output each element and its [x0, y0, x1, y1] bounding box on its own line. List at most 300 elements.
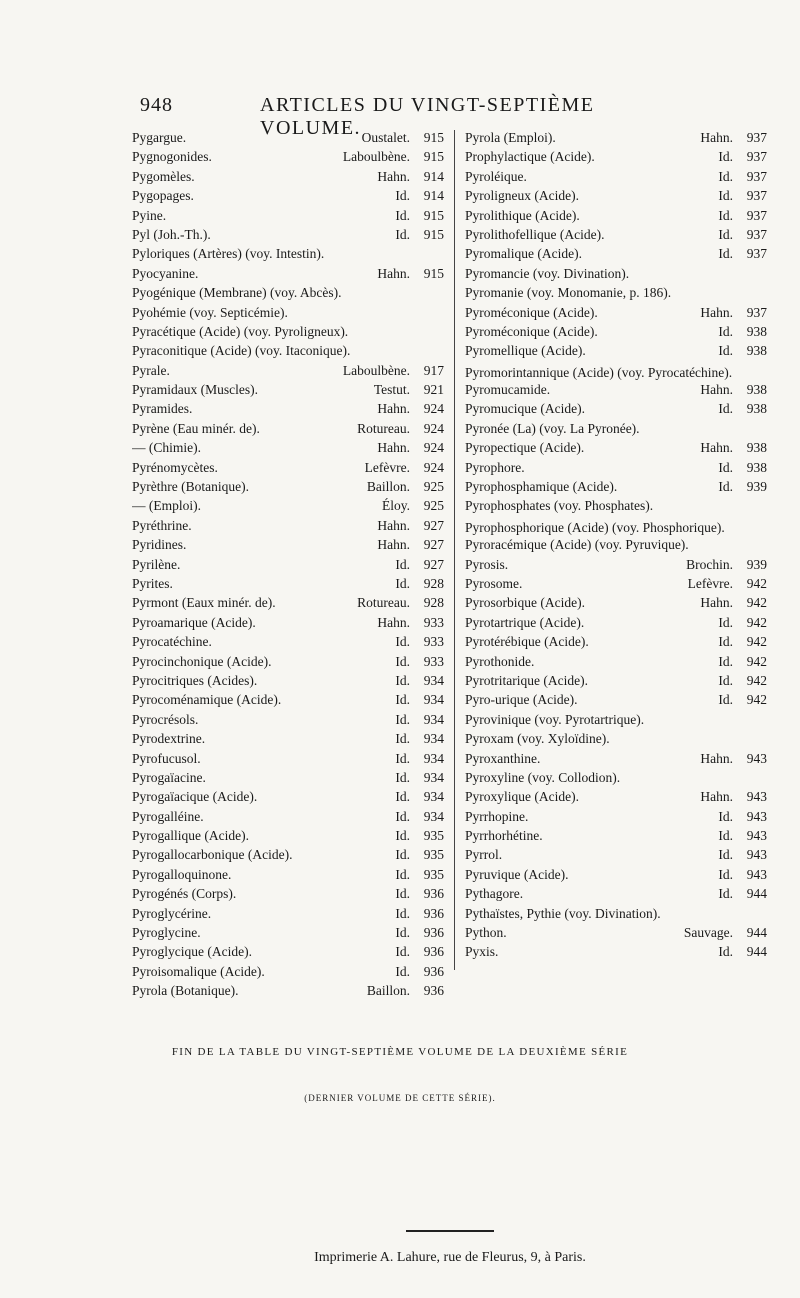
- entry-page-number: 938: [746, 323, 767, 339]
- entry-page-number: 942: [746, 692, 767, 708]
- index-entry: [132, 421, 444, 440]
- entry-title: Pyrofucusol.: [132, 750, 201, 766]
- entry-title: Pyrola (Emploi).: [465, 130, 556, 145]
- entry-page-number: 938: [746, 440, 767, 456]
- entry-author: Id.: [395, 692, 410, 708]
- entry-title: Pyrrhopine.: [465, 808, 529, 824]
- entry-page-number: 942: [746, 576, 767, 592]
- entry-author: Id.: [395, 207, 410, 223]
- entry-title: Pyronée (La) (voy. La Pyronée).: [465, 420, 640, 436]
- entry-page-number: 924: [423, 459, 444, 475]
- entry-author: Hahn.: [377, 517, 410, 533]
- end-of-table-line: FIN DE LA TABLE DU VINGT-SEPTIÈME VOLUME DE LA DEUXIÈME SÉRIE: [171, 1046, 629, 1058]
- entry-author: Id.: [395, 653, 410, 669]
- entry-page-number: 942: [746, 672, 767, 688]
- entry-page-number: 914: [423, 168, 444, 184]
- entry-title: Pyroglycine.: [132, 925, 201, 941]
- entry-author: Id.: [718, 692, 733, 708]
- index-entry: [132, 789, 444, 808]
- entry-title: Pyrogalloquinone.: [132, 866, 232, 882]
- entry-title: Pyroxanthine.: [465, 750, 541, 766]
- entry-page-number: 943: [746, 847, 767, 863]
- entry-author: Id.: [718, 808, 733, 824]
- entry-title: Pyromucique (Acide).: [465, 401, 585, 417]
- entry-title: Pyrale.: [132, 362, 170, 378]
- entry-page-number: 936: [423, 963, 444, 979]
- entry-title: Pyrilène.: [132, 556, 181, 572]
- index-entry: [132, 537, 444, 556]
- index-entry: [465, 886, 767, 905]
- entry-author: Baillon.: [366, 479, 410, 495]
- entry-author: Éloy.: [382, 498, 410, 514]
- entry-author: Laboulbène.: [342, 362, 410, 378]
- index-entry: [132, 208, 444, 227]
- entry-page-number: 936: [423, 944, 444, 960]
- index-entry: [465, 266, 767, 285]
- entry-author: Id.: [718, 226, 733, 242]
- entry-page-number: 943: [746, 750, 767, 766]
- entry-author: Id.: [395, 575, 410, 591]
- index-entry: [465, 324, 767, 343]
- entry-title: Pyromancie (voy. Divination).: [465, 265, 630, 281]
- index-entry: [132, 440, 444, 459]
- entry-page-number: 934: [423, 731, 444, 747]
- entry-author: Id.: [718, 828, 733, 844]
- entry-title: Pyrosis.: [465, 556, 509, 572]
- entry-title: Pyrovinique (voy. Pyrotartrique).: [465, 711, 645, 727]
- entry-author: Lefèvre.: [687, 576, 733, 592]
- entry-page-number: 942: [746, 634, 767, 650]
- index-entry: [132, 130, 444, 149]
- entry-author: Id.: [395, 556, 410, 572]
- entry-title: Pyrogaïacique (Acide).: [132, 789, 258, 805]
- index-entry: [132, 809, 444, 828]
- entry-page-number: 939: [746, 556, 767, 572]
- entry-page-number: 937: [746, 149, 767, 165]
- entry-author: Id.: [718, 323, 733, 339]
- entry-title: Pyropectique (Acide).: [465, 440, 585, 456]
- entry-title: Pyocyanine.: [132, 265, 199, 281]
- index-entry: [132, 886, 444, 905]
- entry-title: — (Emploi).: [132, 498, 201, 514]
- entry-author: Hahn.: [700, 440, 733, 456]
- entry-page-number: 925: [423, 498, 444, 514]
- entry-page-number: 937: [746, 246, 767, 262]
- entry-title: Pyroglycérine.: [132, 905, 212, 921]
- index-entry: [465, 692, 767, 711]
- entry-author: Hahn.: [377, 440, 410, 456]
- entry-page-number: 917: [423, 362, 444, 378]
- entry-page-number: 935: [423, 866, 444, 882]
- index-entry: [465, 770, 767, 789]
- entry-page-number: 942: [746, 653, 767, 669]
- entry-title: Pyroméconique (Acide).: [465, 304, 598, 320]
- entry-author: Baillon.: [366, 983, 410, 999]
- index-entry: [465, 460, 767, 479]
- index-entry: [465, 557, 767, 576]
- index-entry: [465, 227, 767, 246]
- entry-author: Id.: [718, 614, 733, 630]
- entry-title: Pyraconitique (Acide) (voy. Itaconique).: [132, 343, 351, 359]
- index-entry: [132, 401, 444, 420]
- entry-author: Id.: [718, 944, 733, 960]
- entry-author: Id.: [395, 226, 410, 242]
- index-entry: [465, 809, 767, 828]
- entry-author: Id.: [395, 789, 410, 805]
- index-entry: [132, 751, 444, 770]
- index-entry: [132, 285, 444, 304]
- index-entry: [465, 673, 767, 692]
- entry-author: Hahn.: [700, 595, 733, 611]
- index-entry: [132, 944, 444, 963]
- entry-title: Pyroxam (voy. Xyloïdine).: [465, 731, 610, 747]
- entry-title: Pyroisomalique (Acide).: [132, 963, 265, 979]
- entry-author: Id.: [718, 634, 733, 650]
- entry-title: Pyrocatéchine.: [132, 634, 212, 650]
- entry-title: Pyloriques (Artères) (voy. Intestin).: [132, 246, 325, 262]
- index-entry: [465, 305, 767, 324]
- entry-page-number: 938: [746, 459, 767, 475]
- index-entry: [132, 479, 444, 498]
- entry-title: Pyrocinchonique (Acide).: [132, 653, 272, 669]
- entry-author: Hahn.: [700, 750, 733, 766]
- entry-page-number: 915: [423, 226, 444, 242]
- entry-page-number: 944: [746, 944, 767, 960]
- entry-page-number: 934: [423, 750, 444, 766]
- entry-title: Pyrites.: [132, 575, 173, 591]
- entry-page-number: 927: [423, 517, 444, 533]
- index-entry: [132, 149, 444, 168]
- entry-author: Id.: [395, 828, 410, 844]
- entry-author: Rotureau.: [357, 595, 410, 611]
- entry-title: Python.: [465, 925, 507, 941]
- entry-title: Pyromorintannique (Acide) (voy. Pyrocatéchine).: [465, 364, 733, 380]
- entry-author: Id.: [395, 847, 410, 863]
- index-entry: [132, 925, 444, 944]
- entry-author: Id.: [395, 731, 410, 747]
- entry-page-number: 936: [423, 886, 444, 902]
- entry-title: Pyroxyline (voy. Collodion).: [465, 769, 621, 785]
- index-entry: [132, 654, 444, 673]
- entry-author: Id.: [718, 343, 733, 359]
- entry-page-number: 915: [423, 149, 444, 165]
- entry-author: Hahn.: [377, 614, 410, 630]
- entry-title: Pyroxylique (Acide).: [465, 789, 579, 805]
- entry-title: Pyrogalléine.: [132, 808, 204, 824]
- entry-page-number: 915: [423, 130, 444, 145]
- index-entry: [132, 518, 444, 537]
- entry-page-number: 924: [423, 420, 444, 436]
- entry-author: Lefèvre.: [364, 459, 410, 475]
- entry-title: Pyrogallique (Acide).: [132, 828, 249, 844]
- index-entry: [465, 867, 767, 886]
- index-entry: [465, 576, 767, 595]
- index-entry: [132, 246, 444, 265]
- printer-imprint: Imprimerie A. Lahure, rue de Fleurus, 9, à Paris.: [314, 1250, 586, 1265]
- entry-author: Id.: [718, 168, 733, 184]
- index-entry: [465, 421, 767, 440]
- index-entry: [132, 305, 444, 324]
- entry-title: Pythagore.: [465, 886, 524, 902]
- entry-page-number: 935: [423, 847, 444, 863]
- entry-page-number: 934: [423, 692, 444, 708]
- entry-title: Pyroligneux (Acide).: [465, 188, 579, 204]
- index-entry: [132, 363, 444, 382]
- entry-page-number: 933: [423, 634, 444, 650]
- entry-title: Pyogénique (Membrane) (voy. Abcès).: [132, 285, 342, 301]
- entry-page-number: 944: [746, 925, 767, 941]
- index-entry: [132, 731, 444, 750]
- entry-page-number: 944: [746, 886, 767, 902]
- index-entry: [465, 731, 767, 750]
- entry-title: Pyroméconique (Acide).: [465, 323, 598, 339]
- index-entry: [465, 634, 767, 653]
- entry-title: Pyrogallocarbonique (Acide).: [132, 847, 293, 863]
- entry-title: — (Chimie).: [132, 440, 201, 456]
- index-entry: [465, 828, 767, 847]
- entry-author: Id.: [395, 711, 410, 727]
- entry-page-number: 942: [746, 595, 767, 611]
- entry-title: Pyrolithique (Acide).: [465, 207, 580, 223]
- entry-author: Id.: [718, 188, 733, 204]
- entry-page-number: 937: [746, 226, 767, 242]
- entry-title: Pyrophosphates (voy. Phosphates).: [465, 498, 654, 514]
- entry-page-number: 934: [423, 808, 444, 824]
- entry-author: Hahn.: [377, 401, 410, 417]
- entry-title: Pyrotartrique (Acide).: [465, 614, 585, 630]
- index-entry: [465, 925, 767, 944]
- entry-page-number: 936: [423, 983, 444, 999]
- entry-page-number: 934: [423, 672, 444, 688]
- entry-title: Pyromucamide.: [465, 382, 551, 398]
- entry-title: Pyrothonide.: [465, 653, 535, 669]
- index-entry: [465, 149, 767, 168]
- entry-author: Id.: [395, 672, 410, 688]
- entry-title: Pyohémie (voy. Septicémie).: [132, 304, 288, 320]
- index-entry: [465, 498, 767, 517]
- entry-page-number: 943: [746, 808, 767, 824]
- entry-author: Id.: [718, 653, 733, 669]
- index-entry: [465, 363, 767, 382]
- entry-page-number: 937: [746, 304, 767, 320]
- index-entry: [465, 188, 767, 207]
- running-title: ARTICLES DU VINGT-SEPTIÈME VOLUME.: [260, 94, 595, 139]
- entry-page-number: 928: [423, 575, 444, 591]
- index-entry: [132, 847, 444, 866]
- entry-author: Hahn.: [700, 304, 733, 320]
- entry-title: Pyromalique (Acide).: [465, 246, 582, 262]
- index-entry: [465, 789, 767, 808]
- entry-page-number: 943: [746, 866, 767, 882]
- entry-page-number: 914: [423, 188, 444, 204]
- entry-title: Pygopages.: [132, 188, 194, 204]
- entry-author: Id.: [395, 188, 410, 204]
- index-entry: [132, 828, 444, 847]
- index-entry: [132, 266, 444, 285]
- entry-title: Pyrotritarique (Acide).: [465, 672, 588, 688]
- entry-author: Id.: [395, 808, 410, 824]
- entry-title: Pyrola (Botanique).: [132, 983, 239, 999]
- index-entry: [465, 169, 767, 188]
- index-entry: [132, 460, 444, 479]
- index-entry: [132, 188, 444, 207]
- entry-title: Pyrophore.: [465, 459, 525, 475]
- entry-title: Pyridines.: [132, 537, 187, 553]
- series-note: (DERNIER VOLUME DE CETTE SÉRIE).: [304, 1093, 496, 1103]
- entry-author: Id.: [718, 401, 733, 417]
- index-column-left: [132, 130, 444, 1003]
- index-entry: [465, 518, 767, 537]
- entry-author: Hahn.: [377, 265, 410, 281]
- index-entry: [132, 692, 444, 711]
- entry-author: Sauvage.: [683, 925, 733, 941]
- entry-author: Id.: [718, 459, 733, 475]
- entry-title: Pyréthrine.: [132, 517, 192, 533]
- index-entry: [132, 983, 444, 1002]
- entry-title: Prophylactique (Acide).: [465, 149, 595, 165]
- entry-author: Id.: [395, 634, 410, 650]
- entry-page-number: 924: [423, 440, 444, 456]
- entry-author: Id.: [395, 963, 410, 979]
- index-entry: [465, 944, 767, 963]
- page-number: 948: [140, 94, 173, 116]
- index-entry: [132, 557, 444, 576]
- index-entry: [465, 343, 767, 362]
- index-entry: [465, 382, 767, 401]
- entry-title: Pyine.: [132, 207, 167, 223]
- footer-rule: [406, 1230, 494, 1232]
- index-entry: [132, 576, 444, 595]
- index-entry: [465, 285, 767, 304]
- entry-author: Oustalet.: [361, 130, 410, 145]
- entry-title: Pygomèles.: [132, 168, 195, 184]
- entry-author: Id.: [718, 886, 733, 902]
- entry-title: Pyrogénés (Corps).: [132, 886, 237, 902]
- index-entry: [132, 595, 444, 614]
- entry-title: Pyroracémique (Acide) (voy. Pyruvique).: [465, 537, 689, 553]
- entry-title: Pyroamarique (Acide).: [132, 614, 256, 630]
- entry-title: Pyrmont (Eaux minér. de).: [132, 595, 276, 611]
- entry-title: Pyrogaïacine.: [132, 769, 206, 785]
- entry-page-number: 943: [746, 789, 767, 805]
- entry-page-number: 938: [746, 343, 767, 359]
- entry-title: Pyramides.: [132, 401, 193, 417]
- entry-author: Rotureau.: [357, 420, 410, 436]
- entry-author: Id.: [718, 866, 733, 882]
- entry-author: Hahn.: [700, 130, 733, 145]
- index-entry: [132, 324, 444, 343]
- entry-author: Hahn.: [377, 168, 410, 184]
- index-entry: [132, 615, 444, 634]
- entry-title: Pyrocitriques (Acides).: [132, 672, 258, 688]
- entry-page-number: 943: [746, 828, 767, 844]
- index-entry: [465, 440, 767, 459]
- entry-title: Pyrocrésols.: [132, 711, 199, 727]
- entry-author: Hahn.: [700, 789, 733, 805]
- index-entry: [132, 964, 444, 983]
- entry-title: Pyroglycique (Acide).: [132, 944, 252, 960]
- entry-page-number: 934: [423, 789, 444, 805]
- entry-page-number: 938: [746, 382, 767, 398]
- entry-page-number: 921: [423, 382, 444, 398]
- index-entry: [132, 634, 444, 653]
- entry-title: Pyramidaux (Muscles).: [132, 382, 258, 398]
- entry-page-number: 925: [423, 479, 444, 495]
- entry-author: Brochin.: [686, 556, 733, 572]
- entry-title: Pyroléique.: [465, 168, 527, 184]
- entry-title: Pyrophosphamique (Acide).: [465, 479, 618, 495]
- entry-title: Pyromellique (Acide).: [465, 343, 586, 359]
- entry-page-number: 938: [746, 401, 767, 417]
- entry-page-number: 936: [423, 925, 444, 941]
- entry-author: Id.: [395, 866, 410, 882]
- entry-title: Pyrrhorhétine.: [465, 828, 543, 844]
- entry-title: Pyrosome.: [465, 576, 523, 592]
- index-entry: [465, 906, 767, 925]
- entry-page-number: 937: [746, 188, 767, 204]
- entry-title: Pyrophosphorique (Acide) (voy. Phosphorique).: [465, 519, 725, 535]
- entry-title: Pyrocoménamique (Acide).: [132, 692, 282, 708]
- entry-title: Pyxis.: [465, 944, 499, 960]
- index-entry: [132, 343, 444, 362]
- entry-title: Pythaïstes, Pythie (voy. Divination).: [465, 905, 661, 921]
- index-entry: [465, 208, 767, 227]
- index-entry: [465, 847, 767, 866]
- entry-author: Laboulbène.: [342, 149, 410, 165]
- index-entry: [465, 751, 767, 770]
- entry-title: Pyrène (Eau minér. de).: [132, 420, 260, 436]
- entry-author: Id.: [395, 750, 410, 766]
- entry-page-number: 927: [423, 556, 444, 572]
- entry-page-number: 915: [423, 207, 444, 223]
- entry-title: Pyrodextrine.: [132, 731, 206, 747]
- entry-title: Pyromanie (voy. Monomanie, p. 186).: [465, 285, 672, 301]
- entry-title: Pygargue.: [132, 130, 187, 145]
- entry-author: Id.: [718, 847, 733, 863]
- entry-page-number: 939: [746, 479, 767, 495]
- index-entry: [465, 246, 767, 265]
- entry-author: Id.: [718, 479, 733, 495]
- entry-title: Pyruvique (Acide).: [465, 866, 569, 882]
- entry-author: Id.: [395, 886, 410, 902]
- entry-author: Id.: [395, 925, 410, 941]
- index-entry: [132, 770, 444, 789]
- index-entry: [132, 673, 444, 692]
- index-entry: [132, 227, 444, 246]
- entry-author: Hahn.: [700, 382, 733, 398]
- entry-page-number: 933: [423, 653, 444, 669]
- index-entry: [465, 537, 767, 556]
- index-entry: [132, 906, 444, 925]
- index-entry: [132, 382, 444, 401]
- entry-page-number: 935: [423, 828, 444, 844]
- index-entry: [465, 130, 767, 149]
- entry-author: Id.: [395, 944, 410, 960]
- entry-author: Id.: [395, 905, 410, 921]
- entry-author: Testut.: [373, 382, 410, 398]
- index-entry: [465, 479, 767, 498]
- entry-page-number: 942: [746, 614, 767, 630]
- index-entry: [132, 867, 444, 886]
- entry-page-number: 927: [423, 537, 444, 553]
- entry-page-number: 924: [423, 401, 444, 417]
- entry-page-number: 937: [746, 168, 767, 184]
- index-entry: [132, 169, 444, 188]
- entry-page-number: 934: [423, 769, 444, 785]
- entry-title: Pyrèthre (Botanique).: [132, 479, 249, 495]
- entry-title: Pyrosorbique (Acide).: [465, 595, 585, 611]
- entry-page-number: 928: [423, 595, 444, 611]
